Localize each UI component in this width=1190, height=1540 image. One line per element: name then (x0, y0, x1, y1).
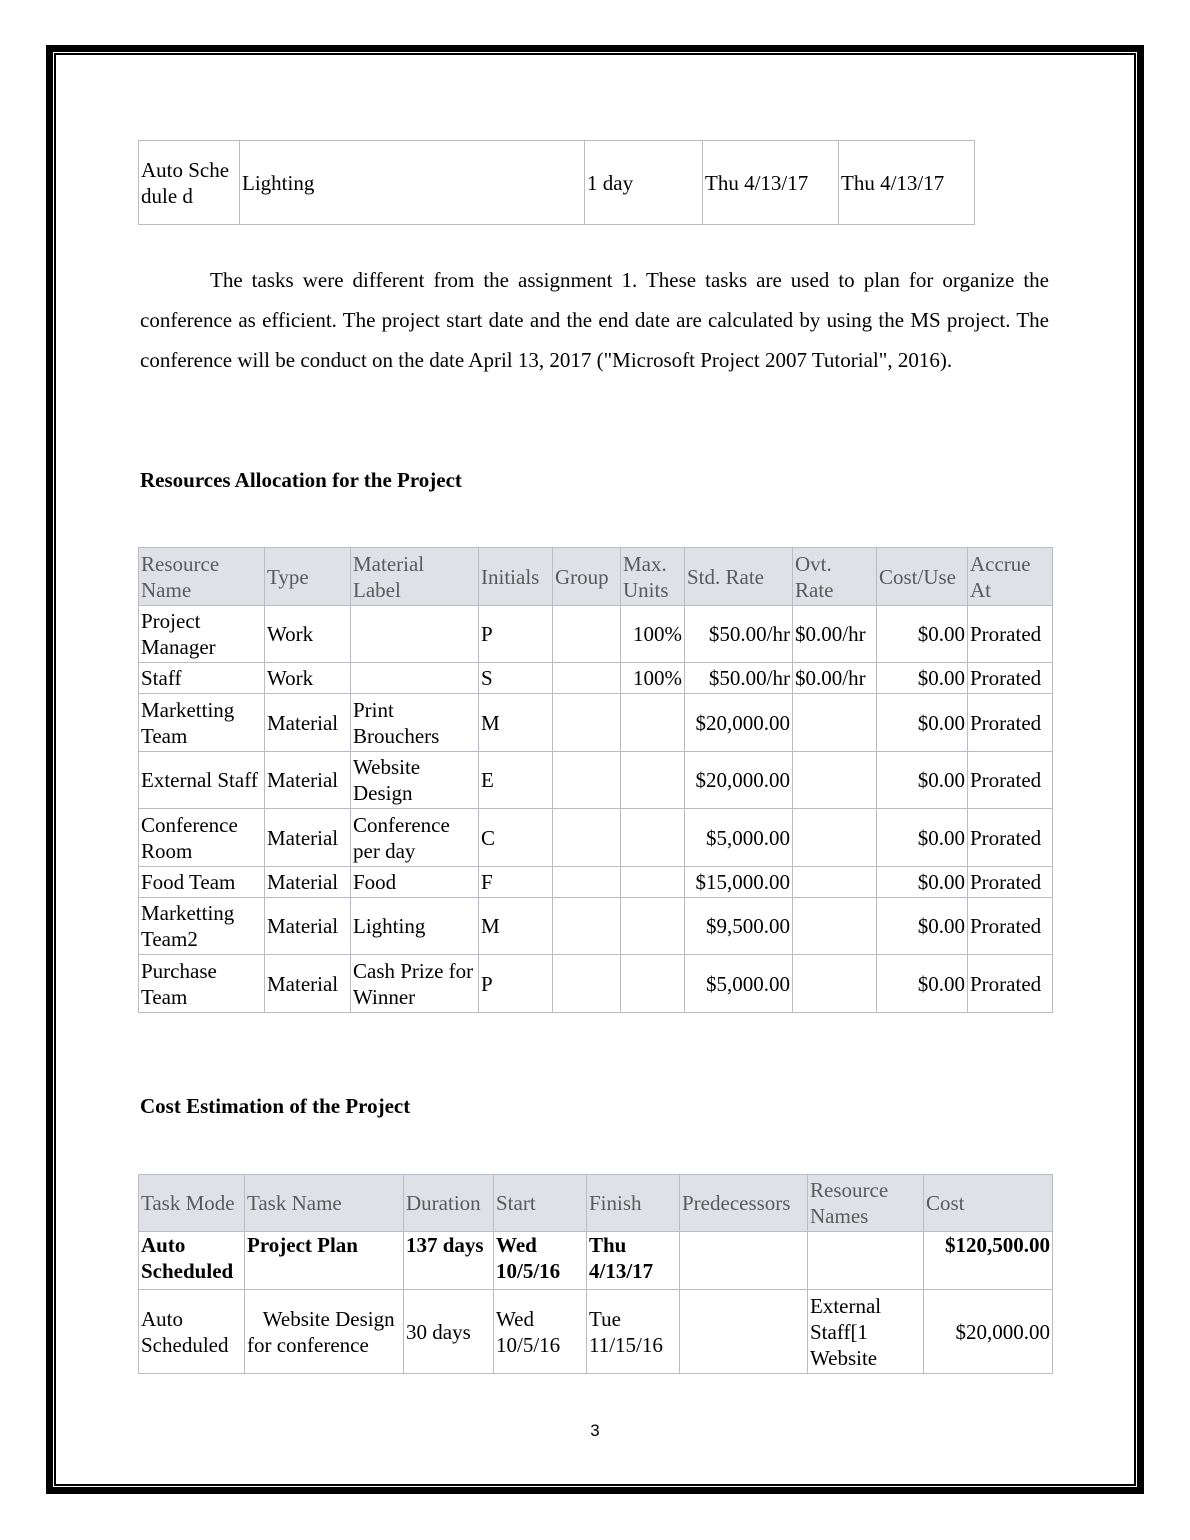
column-header: Accrue At (968, 548, 1053, 606)
cell (793, 898, 877, 955)
cell: Website Design (351, 752, 479, 809)
cell: Print Brouchers (351, 694, 479, 752)
cell: 30 days (404, 1290, 494, 1374)
cell (793, 867, 877, 898)
cell: Staff (139, 663, 265, 694)
cell: Work (265, 606, 351, 663)
column-header: Cost (924, 1175, 1053, 1232)
cell: $0.00 (877, 694, 968, 752)
cell (553, 752, 621, 809)
column-header: Predecessors (680, 1175, 808, 1232)
column-header: Task Name (245, 1175, 404, 1232)
cell: Conference per day (351, 809, 479, 867)
cell (621, 898, 685, 955)
table-row (139, 809, 1053, 867)
column-header: Initials (479, 548, 553, 606)
cell: $0.00 (877, 752, 968, 809)
cell (553, 606, 621, 663)
table-row (139, 1290, 1053, 1374)
cell (553, 809, 621, 867)
cell: S (479, 663, 553, 694)
column-header: Finish (587, 1175, 680, 1232)
cell: Thu 4/13/17 (839, 141, 975, 225)
cell: $20,000.00 (685, 694, 793, 752)
body-paragraph: The tasks were different from the assignment 1. These tasks are used to plan for organize the conference as efficient. The project start date and the end date are calculated by using the MS project. The conference will be conduct on the date April 13, 2017 ("Microsoft Project 2007 Tutorial", 2016). (140, 268, 1049, 372)
cell: $20,000.00 (924, 1290, 1053, 1374)
cell: $0.00 (877, 663, 968, 694)
table-row (139, 663, 1053, 694)
cell: 100% (621, 663, 685, 694)
cell (793, 752, 877, 809)
cell: $0.00 (877, 809, 968, 867)
cell (680, 1290, 808, 1374)
cell: Wed 10/5/16 (494, 1290, 587, 1374)
cell (793, 694, 877, 752)
cell: Prorated (968, 663, 1053, 694)
cell (680, 1232, 808, 1290)
cell: $5,000.00 (685, 809, 793, 867)
section-heading: Resources Allocation for the Project (140, 468, 462, 492)
cell: $9,500.00 (685, 898, 793, 955)
cell: Material (265, 898, 351, 955)
table-row (139, 752, 1053, 809)
cell: Prorated (968, 955, 1053, 1013)
cell: Conference Room (139, 809, 265, 867)
cell: E (479, 752, 553, 809)
cell (351, 606, 479, 663)
table-header-row (139, 1175, 1053, 1232)
cell: Thu 4/13/17 (703, 141, 839, 225)
cell: $50.00/hr (685, 606, 793, 663)
cell: M (479, 898, 553, 955)
cell: $0.00 (877, 606, 968, 663)
cell: Material (265, 809, 351, 867)
cell: F (479, 867, 553, 898)
cell: $0.00 (877, 955, 968, 1013)
cell: Purchase Team (139, 955, 265, 1013)
table-row (139, 898, 1053, 955)
cell: Project Manager (139, 606, 265, 663)
cell: $20,000.00 (685, 752, 793, 809)
cell (553, 663, 621, 694)
column-header: Group (553, 548, 621, 606)
cell (351, 663, 479, 694)
page-number: 3 (590, 1421, 600, 1440)
cell (808, 1232, 924, 1290)
table-row (139, 955, 1053, 1013)
cell: $120,500.00 (924, 1232, 1053, 1290)
cell (553, 867, 621, 898)
table-row (139, 1232, 1053, 1290)
cell: $0.00 (877, 898, 968, 955)
cell: Prorated (968, 867, 1053, 898)
cell: Cash Prize for Winner (351, 955, 479, 1013)
cell: Auto Scheduled (139, 1290, 245, 1374)
cell: P (479, 606, 553, 663)
cell: Marketting Team2 (139, 898, 265, 955)
cell: Material (265, 955, 351, 1013)
cell: 1 day (585, 141, 703, 225)
cell: Lighting (351, 898, 479, 955)
column-header: Cost/Use (877, 548, 968, 606)
column-header: Max. Units (621, 548, 685, 606)
column-header: Ovt. Rate (793, 548, 877, 606)
cell (793, 955, 877, 1013)
cell: $50.00/hr (685, 663, 793, 694)
cell: $15,000.00 (685, 867, 793, 898)
cell: P (479, 955, 553, 1013)
column-header: Duration (404, 1175, 494, 1232)
cost-table (138, 1174, 1053, 1374)
cell: Material (265, 867, 351, 898)
table-row (139, 606, 1053, 663)
cell: $5,000.00 (685, 955, 793, 1013)
cell: Food Team (139, 867, 265, 898)
table-header-row (139, 548, 1053, 606)
resources-table (138, 547, 1053, 1013)
cell (553, 694, 621, 752)
cell (553, 898, 621, 955)
column-header: Material Label (351, 548, 479, 606)
cell: External Staff (139, 752, 265, 809)
cell: Project Plan (245, 1232, 404, 1290)
column-header: Resource Names (808, 1175, 924, 1232)
column-header: Std. Rate (685, 548, 793, 606)
cell: M (479, 694, 553, 752)
cell: Prorated (968, 606, 1053, 663)
cell: Food (351, 867, 479, 898)
cell: $0.00/hr (793, 606, 877, 663)
cell: $0.00/hr (793, 663, 877, 694)
cell: Work (265, 663, 351, 694)
cell: Tue 11/15/16 (587, 1290, 680, 1374)
cell: Marketting Team (139, 694, 265, 752)
cell: Prorated (968, 752, 1053, 809)
cell: Thu 4/13/17 (587, 1232, 680, 1290)
column-header: Resource Name (139, 548, 265, 606)
task-table-continued (138, 140, 975, 225)
cell: Prorated (968, 694, 1053, 752)
cell: Auto Scheduled (139, 1232, 245, 1290)
column-header: Start (494, 1175, 587, 1232)
column-header: Task Mode (139, 1175, 245, 1232)
cell: C (479, 809, 553, 867)
cell: Wed 10/5/16 (494, 1232, 587, 1290)
cell: Material (265, 752, 351, 809)
cell: Lighting (240, 141, 585, 225)
cell (621, 752, 685, 809)
cell (621, 955, 685, 1013)
column-header: Type (265, 548, 351, 606)
cell: Material (265, 694, 351, 752)
table-row (139, 141, 975, 225)
cell (621, 694, 685, 752)
cell: Prorated (968, 898, 1053, 955)
cell: Prorated (968, 809, 1053, 867)
cell: Website Design for conference (245, 1290, 404, 1374)
cell (793, 809, 877, 867)
table-row (139, 867, 1053, 898)
cell (553, 955, 621, 1013)
cell: 137 days (404, 1232, 494, 1290)
section-heading: Cost Estimation of the Project (140, 1094, 411, 1118)
table-row (139, 694, 1053, 752)
cell: Auto Schedule d (139, 141, 240, 225)
cell: $0.00 (877, 867, 968, 898)
cell: External Staff[1 Website (808, 1290, 924, 1374)
cell (621, 809, 685, 867)
cell (621, 867, 685, 898)
cell: 100% (621, 606, 685, 663)
